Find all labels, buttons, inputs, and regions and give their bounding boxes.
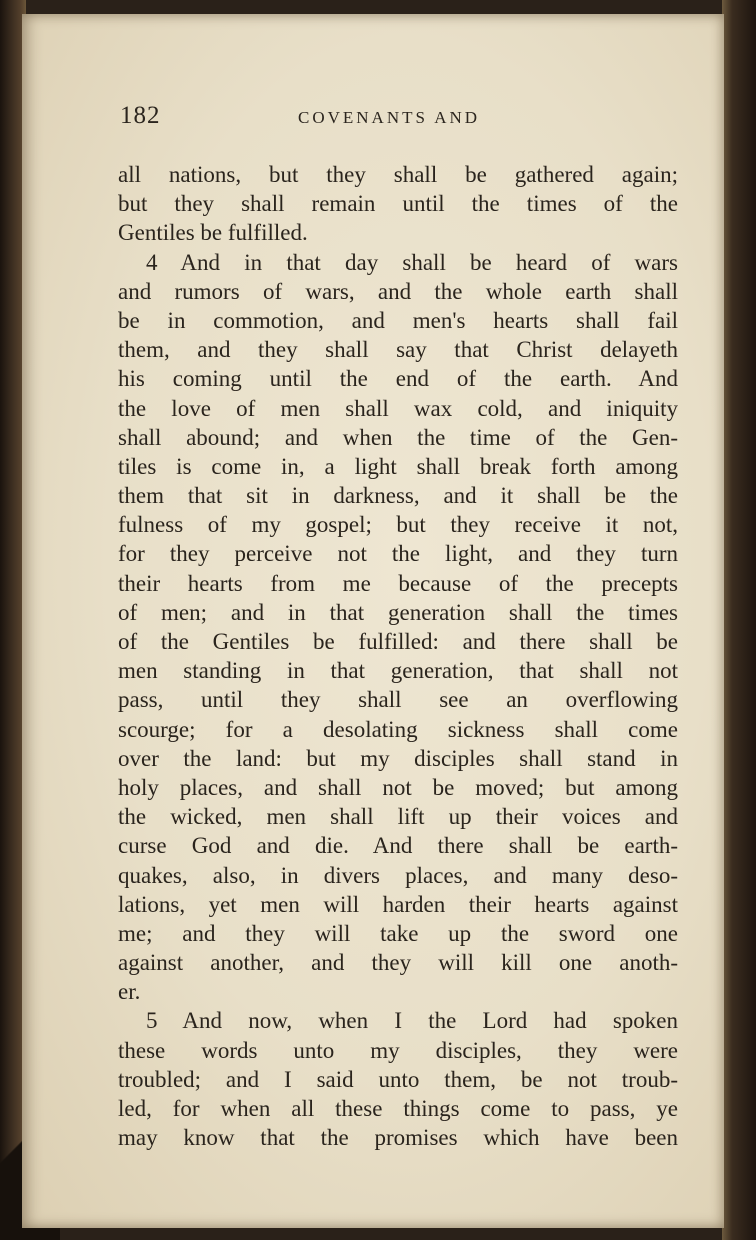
text-line: of men; and in that generation shall the times (118, 599, 678, 625)
text-line: men standing in that generation, that shall not (118, 658, 678, 684)
body-text (118, 160, 678, 1152)
text-line: tiles is come in, a light shall break forth among (118, 453, 678, 479)
text-line: curse God and die. And there shall be earth- (118, 833, 678, 859)
text-line: led, for when all these things come to pass, ye (118, 1096, 678, 1121)
text-line: but they shall remain until the times of the (118, 191, 678, 217)
text-line: and rumors of wars, and the whole earth shall (118, 278, 678, 304)
text-line: against another, and they will kill one anoth- (118, 950, 678, 976)
text-line: fulness of my gospel; but they receive it not, (118, 512, 678, 538)
text-line: over the land: but my disciples shall stand in (118, 745, 678, 771)
page-edge-shadow (722, 0, 756, 1240)
text-line: 4 And in that day shall be heard of wars (146, 249, 678, 275)
text-line: these words unto my disciples, they were (118, 1037, 678, 1063)
running-head (120, 96, 680, 136)
text-line: lations, yet men will harden their hearts against (118, 891, 678, 917)
text-line: them that sit in darkness, and it shall be the (118, 483, 678, 509)
text-line: for they perceive not the light, and they turn (118, 541, 678, 567)
text-line: Gentiles be fulfilled. (118, 220, 308, 246)
text-line: be in commotion, and men's hearts shall fail (118, 307, 678, 333)
text-line: scourge; for a desolating sickness shall come (118, 716, 678, 742)
text-line: of the Gentiles be fulfilled: and there shall be (118, 629, 678, 654)
text-line: shall abound; and when the time of the Gen- (118, 424, 678, 450)
text-line: them, and they shall say that Christ delayeth (118, 337, 678, 363)
text-line: his coming until the end of the earth. And (118, 366, 678, 392)
text-line: may know that the promises which have been (118, 1125, 678, 1151)
book-page (22, 14, 724, 1228)
text-line: troubled; and I said unto them, be not troub- (118, 1066, 678, 1092)
page-number: 182 (120, 102, 161, 129)
text-line: pass, until they shall see an overflowing (118, 687, 678, 713)
text-line: me; and they will take up the sword one (118, 920, 678, 946)
text-line: the love of men shall wax cold, and iniquity (118, 395, 678, 421)
text-line: quakes, also, in divers places, and many deso- (118, 862, 678, 888)
text-line: holy places, and shall not be moved; but among (118, 774, 678, 800)
text-line: er. (118, 979, 141, 1005)
text-line: the wicked, men shall lift up their voices and (118, 804, 678, 830)
text-line: 5 And now, when I the Lord had spoken (146, 1008, 678, 1034)
text-line: their hearts from me because of the precepts (118, 570, 678, 596)
running-head-title: COVENANTS AND (298, 108, 481, 127)
text-line: all nations, but they shall be gathered again; (118, 162, 678, 187)
